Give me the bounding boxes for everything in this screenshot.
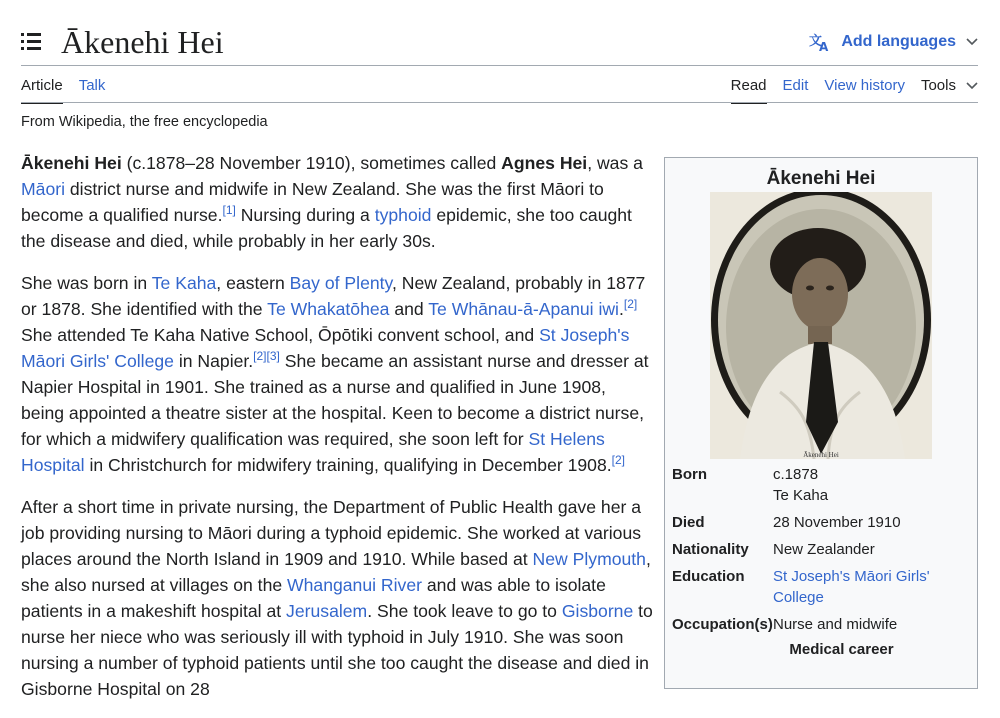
citation-1[interactable]: [1] bbox=[222, 203, 236, 218]
link-st-helens-hospital[interactable]: St Helens Hospital bbox=[21, 429, 605, 475]
citation-2[interactable]: [2] bbox=[611, 453, 625, 468]
link-bay-of-plenty[interactable]: Bay of Plenty bbox=[289, 273, 393, 293]
link-gisborne[interactable]: Gisborne bbox=[561, 601, 634, 621]
citation-3[interactable]: [3] bbox=[266, 349, 280, 364]
article-body bbox=[21, 150, 653, 718]
portrait-image[interactable] bbox=[710, 192, 932, 459]
paragraph-early-life: She was born in Te Kaha, eastern Bay of Plenty, New Zealand, probably in 1877 or 1878. She identified with the Te Whakatōhea and Te Whānau-ā-Apanui iwi.[2] She attended Te Kaha Native School, Ōpōtiki convent school, and St Joseph's Māori Girls' College in Napier.[2][3] She became an assistant nurse and dresser at Napier Hospital in 1901. She trained as a nurse and qualified in June 1908, being appointed a theatre sister at the hospital. Keen to become a district nurse, for which a midwifery qualification was required, she soon left for St Helens Hospital in Christchurch for midwifery training, qualifying in December 1908.[2] bbox=[21, 273, 649, 475]
infobox-row-died: Died 28 November 1910 bbox=[672, 514, 901, 531]
tab-article[interactable]: Article bbox=[21, 77, 63, 104]
born-date: c.1878 bbox=[773, 466, 819, 483]
infobox-row-education: Education St Joseph's Māori Girls' College bbox=[672, 568, 930, 606]
infobox-row-born: Born c.1878 Te Kaha bbox=[672, 464, 971, 506]
tools-menu[interactable] bbox=[921, 77, 978, 102]
tab-view-history[interactable]: View history bbox=[824, 77, 905, 94]
infobox-row-occupation: Occupation(s) Nurse and midwife bbox=[672, 616, 898, 633]
add-languages-label: Add languages bbox=[841, 33, 956, 50]
chevron-down-icon bbox=[966, 38, 978, 46]
link-education-college[interactable]: St Joseph's Māori Girls' College bbox=[773, 568, 930, 606]
portrait-drawing bbox=[710, 192, 932, 459]
born-place: Te Kaha bbox=[773, 487, 829, 504]
add-languages-button[interactable] bbox=[809, 32, 978, 52]
citation-2[interactable]: [2] bbox=[253, 349, 267, 364]
language-icon bbox=[809, 32, 831, 52]
tab-talk[interactable]: Talk bbox=[78, 77, 106, 94]
main-menu-icon[interactable] bbox=[21, 33, 41, 51]
link-typhoid[interactable]: typhoid bbox=[374, 205, 432, 225]
link-maori[interactable]: Māori bbox=[21, 179, 65, 199]
subject-alias: Agnes Hei bbox=[501, 153, 588, 173]
link-te-kaha[interactable]: Te Kaha bbox=[151, 273, 217, 293]
link-whanganui-river[interactable]: Whanganui River bbox=[287, 575, 422, 595]
tools-label: Tools bbox=[920, 77, 956, 94]
infobox-rows bbox=[672, 464, 971, 658]
subject-name: Ākenehi Hei bbox=[21, 153, 122, 173]
infobox-section-medical-career: Medical career bbox=[789, 641, 894, 658]
tab-edit[interactable]: Edit bbox=[782, 77, 809, 94]
infobox-row-nationality: Nationality New Zealander bbox=[672, 541, 875, 558]
infobox-title: Ākenehi Hei bbox=[766, 168, 876, 189]
link-te-whakatohea[interactable]: Te Whakatōhea bbox=[267, 299, 390, 319]
page-title: Ākenehi Hei bbox=[61, 24, 224, 60]
link-st-josephs-college[interactable]: St Joseph's Māori Girls' College bbox=[21, 325, 630, 371]
namespace-tabs bbox=[21, 77, 105, 104]
svg-text:A: A bbox=[819, 40, 829, 52]
link-te-whanau-a-apanui[interactable]: Te Whānau-ā-Apanui iwi bbox=[428, 299, 619, 319]
paragraph-career: After a short time in private nursing, the Department of Public Health gave her a job providing nursing to Māori during a typhoid epidemic. She worked at various places around the North Island in 1909 and 1910. While based at New Plymouth, she also nursed at villages on the Whanganui River and was able to isolate patients in a makeshift hospital at Jerusalem. She took leave to go to Gisborne to nurse her niece who was seriously ill with typhoid in July 1910. She was soon nursing a number of typhoid patients until she too caught the disease and died in Gisborne Hospital on 28 bbox=[21, 497, 653, 699]
portrait-caption: Ākenehi Hei bbox=[803, 451, 839, 459]
site-tagline: From Wikipedia, the free encyclopedia bbox=[21, 114, 268, 130]
tabs-divider bbox=[21, 102, 978, 103]
link-jerusalem[interactable]: Jerusalem bbox=[286, 601, 368, 621]
lead-paragraph: Ākenehi Hei (c.1878–28 November 1910), sometimes called Agnes Hei, was a Māori district nurse and midwife in New Zealand. She was the first Māori to become a qualified nurse.[1] Nursing during a typhoid epidemic, she too caught the disease and died, while probably in her early 30s. bbox=[21, 153, 643, 251]
chevron-down-icon bbox=[966, 82, 978, 90]
infobox bbox=[664, 157, 978, 689]
citation-2[interactable]: [2] bbox=[623, 297, 638, 312]
svg-text:文: 文 bbox=[809, 34, 823, 49]
link-new-plymouth[interactable]: New Plymouth bbox=[532, 549, 646, 569]
view-tabs bbox=[731, 77, 978, 104]
title-divider bbox=[21, 65, 978, 66]
tab-read[interactable]: Read bbox=[731, 77, 767, 104]
